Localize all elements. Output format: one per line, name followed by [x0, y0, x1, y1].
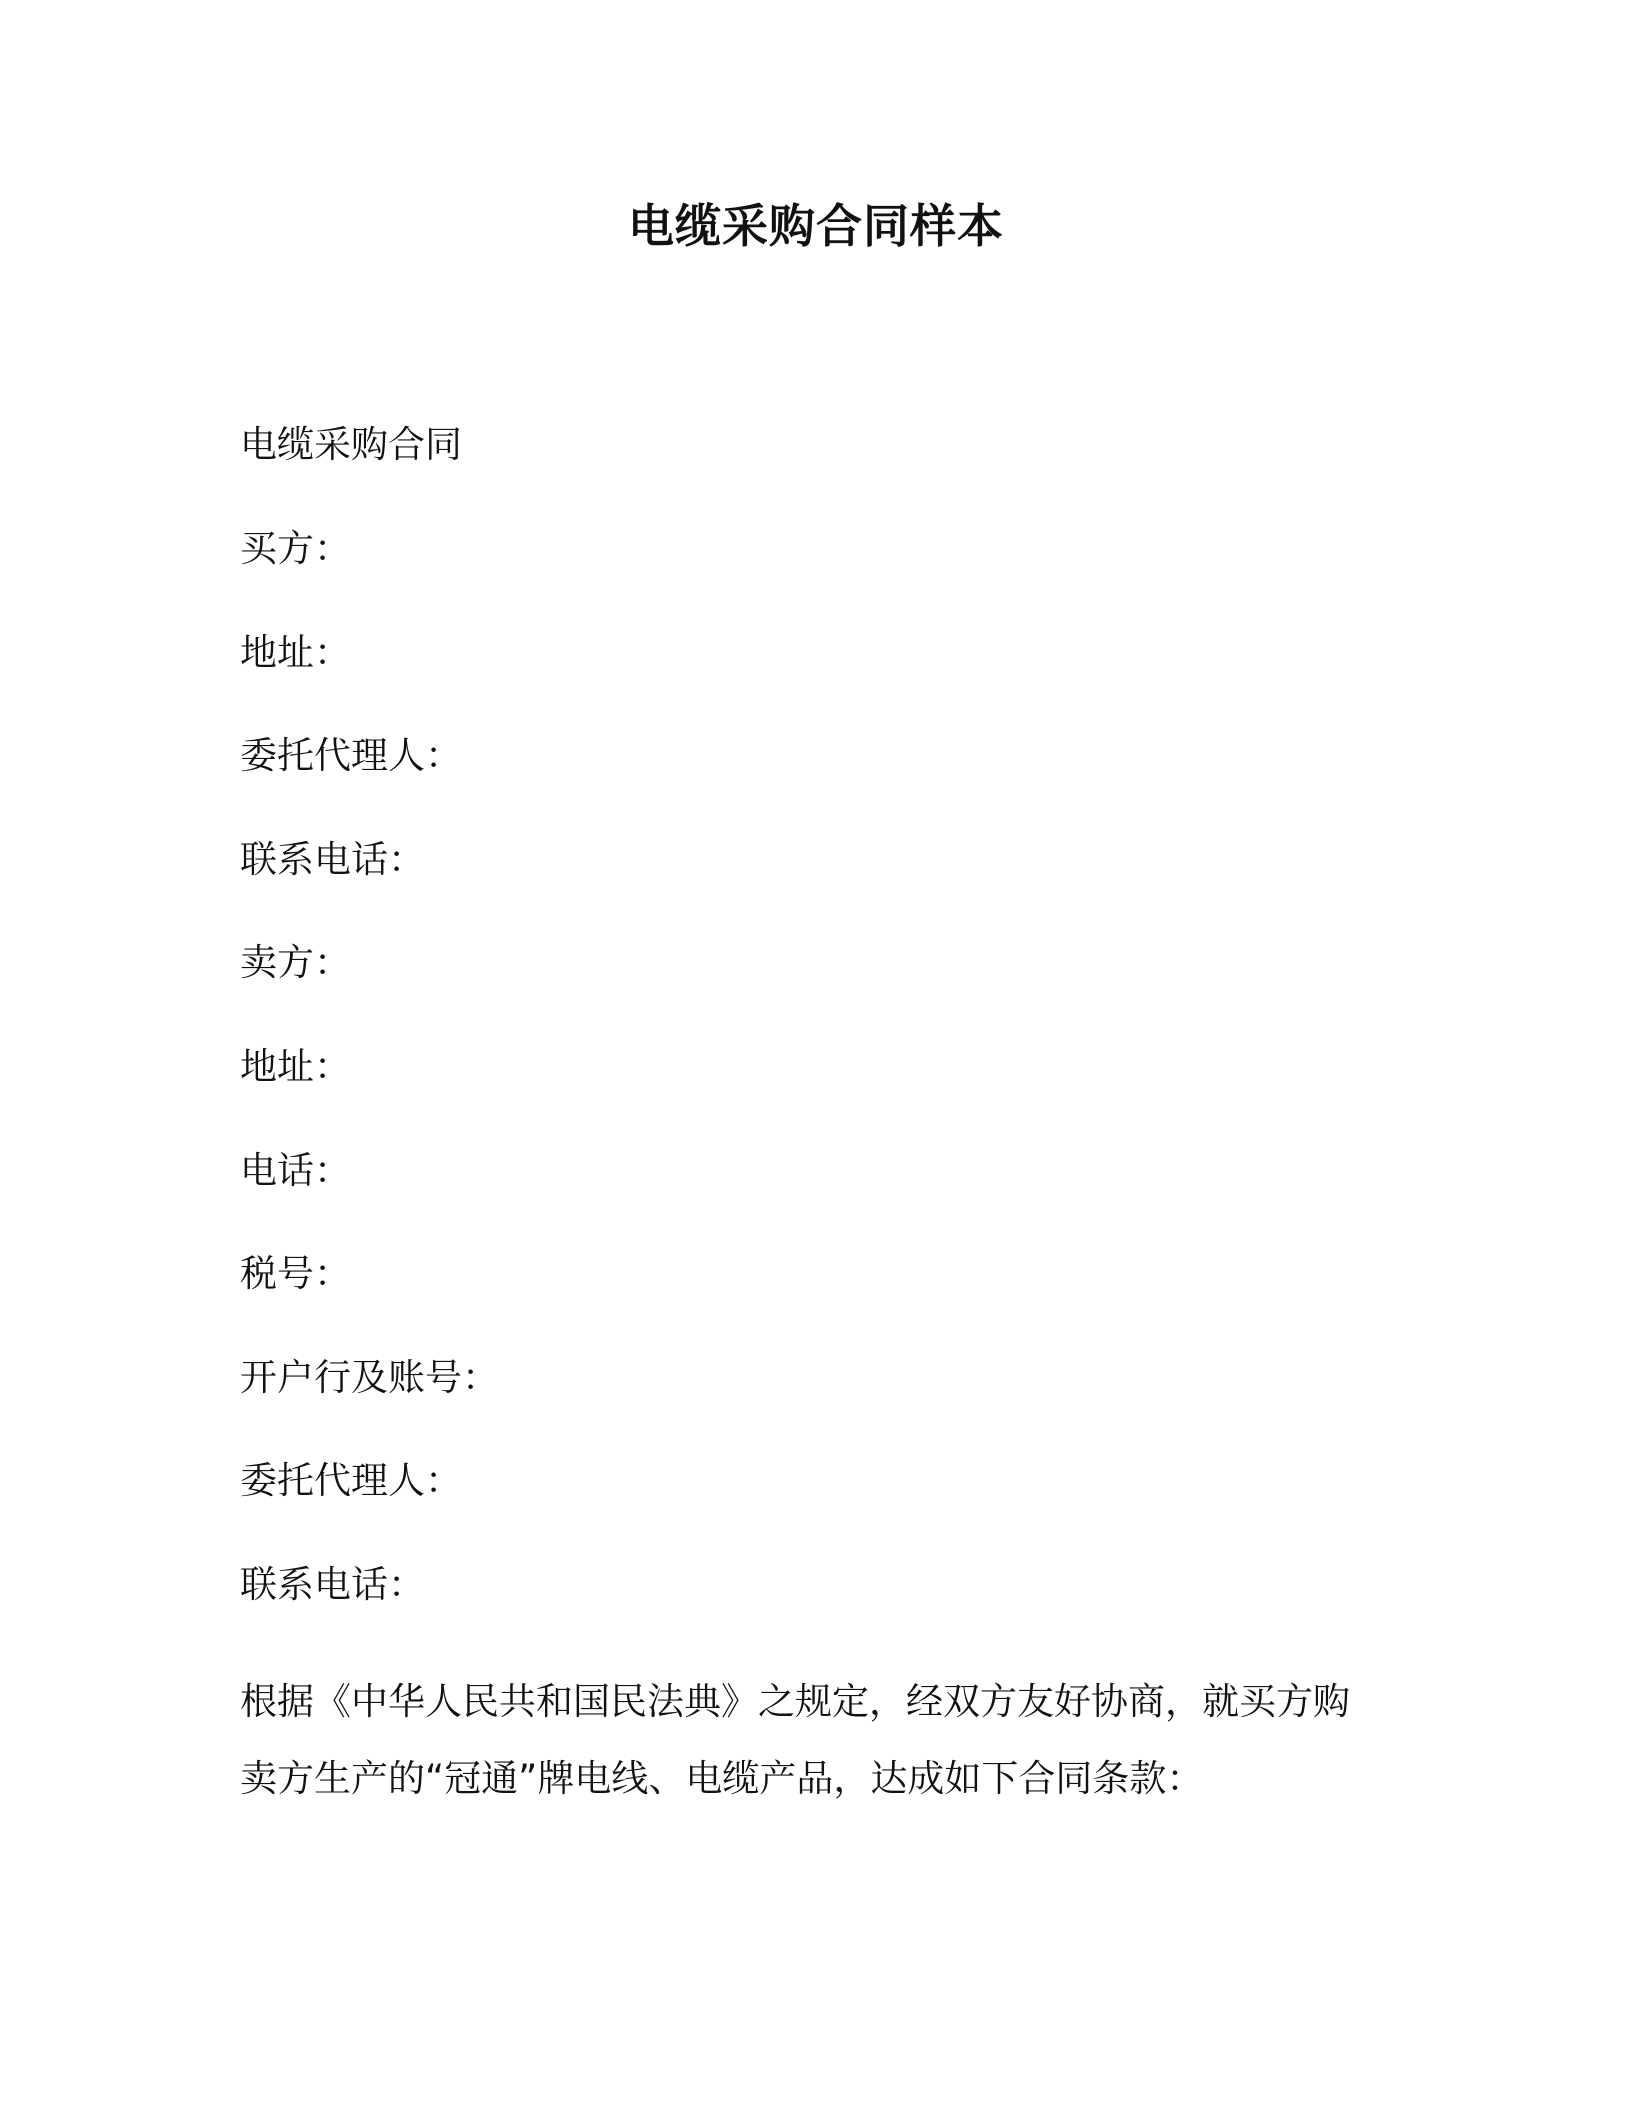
preamble-line-2: 卖方生产的“冠通”牌电线、电缆产品，达成如下合同条款： [240, 1757, 1204, 1800]
buyer-label: 买方： [240, 527, 351, 570]
seller-label: 卖方： [240, 941, 351, 985]
seller-tax-id-label: 税号： [240, 1252, 351, 1296]
seller-contact-phone-label: 联系电话： [240, 1562, 425, 1606]
preamble-line-1: 根据《中华人民共和国民法典》之规定，经双方友好协商，就买方购 [240, 1680, 1350, 1723]
preamble-paragraph [240, 1663, 1390, 1817]
contract-heading: 电缆采购合同 [240, 423, 462, 466]
seller-bank-account-label: 开户行及账号： [240, 1355, 499, 1399]
buyer-phone-label: 联系电话： [240, 837, 425, 881]
seller-phone-label: 电话： [240, 1148, 351, 1192]
seller-address-label: 地址： [240, 1044, 351, 1088]
buyer-address-label: 地址： [240, 630, 351, 674]
buyer-agent-label: 委托代理人： [240, 734, 462, 778]
document-title: 电缆采购合同样本 [628, 199, 1004, 253]
seller-agent-label: 委托代理人： [240, 1459, 462, 1503]
party-info-fields [240, 524, 499, 1664]
